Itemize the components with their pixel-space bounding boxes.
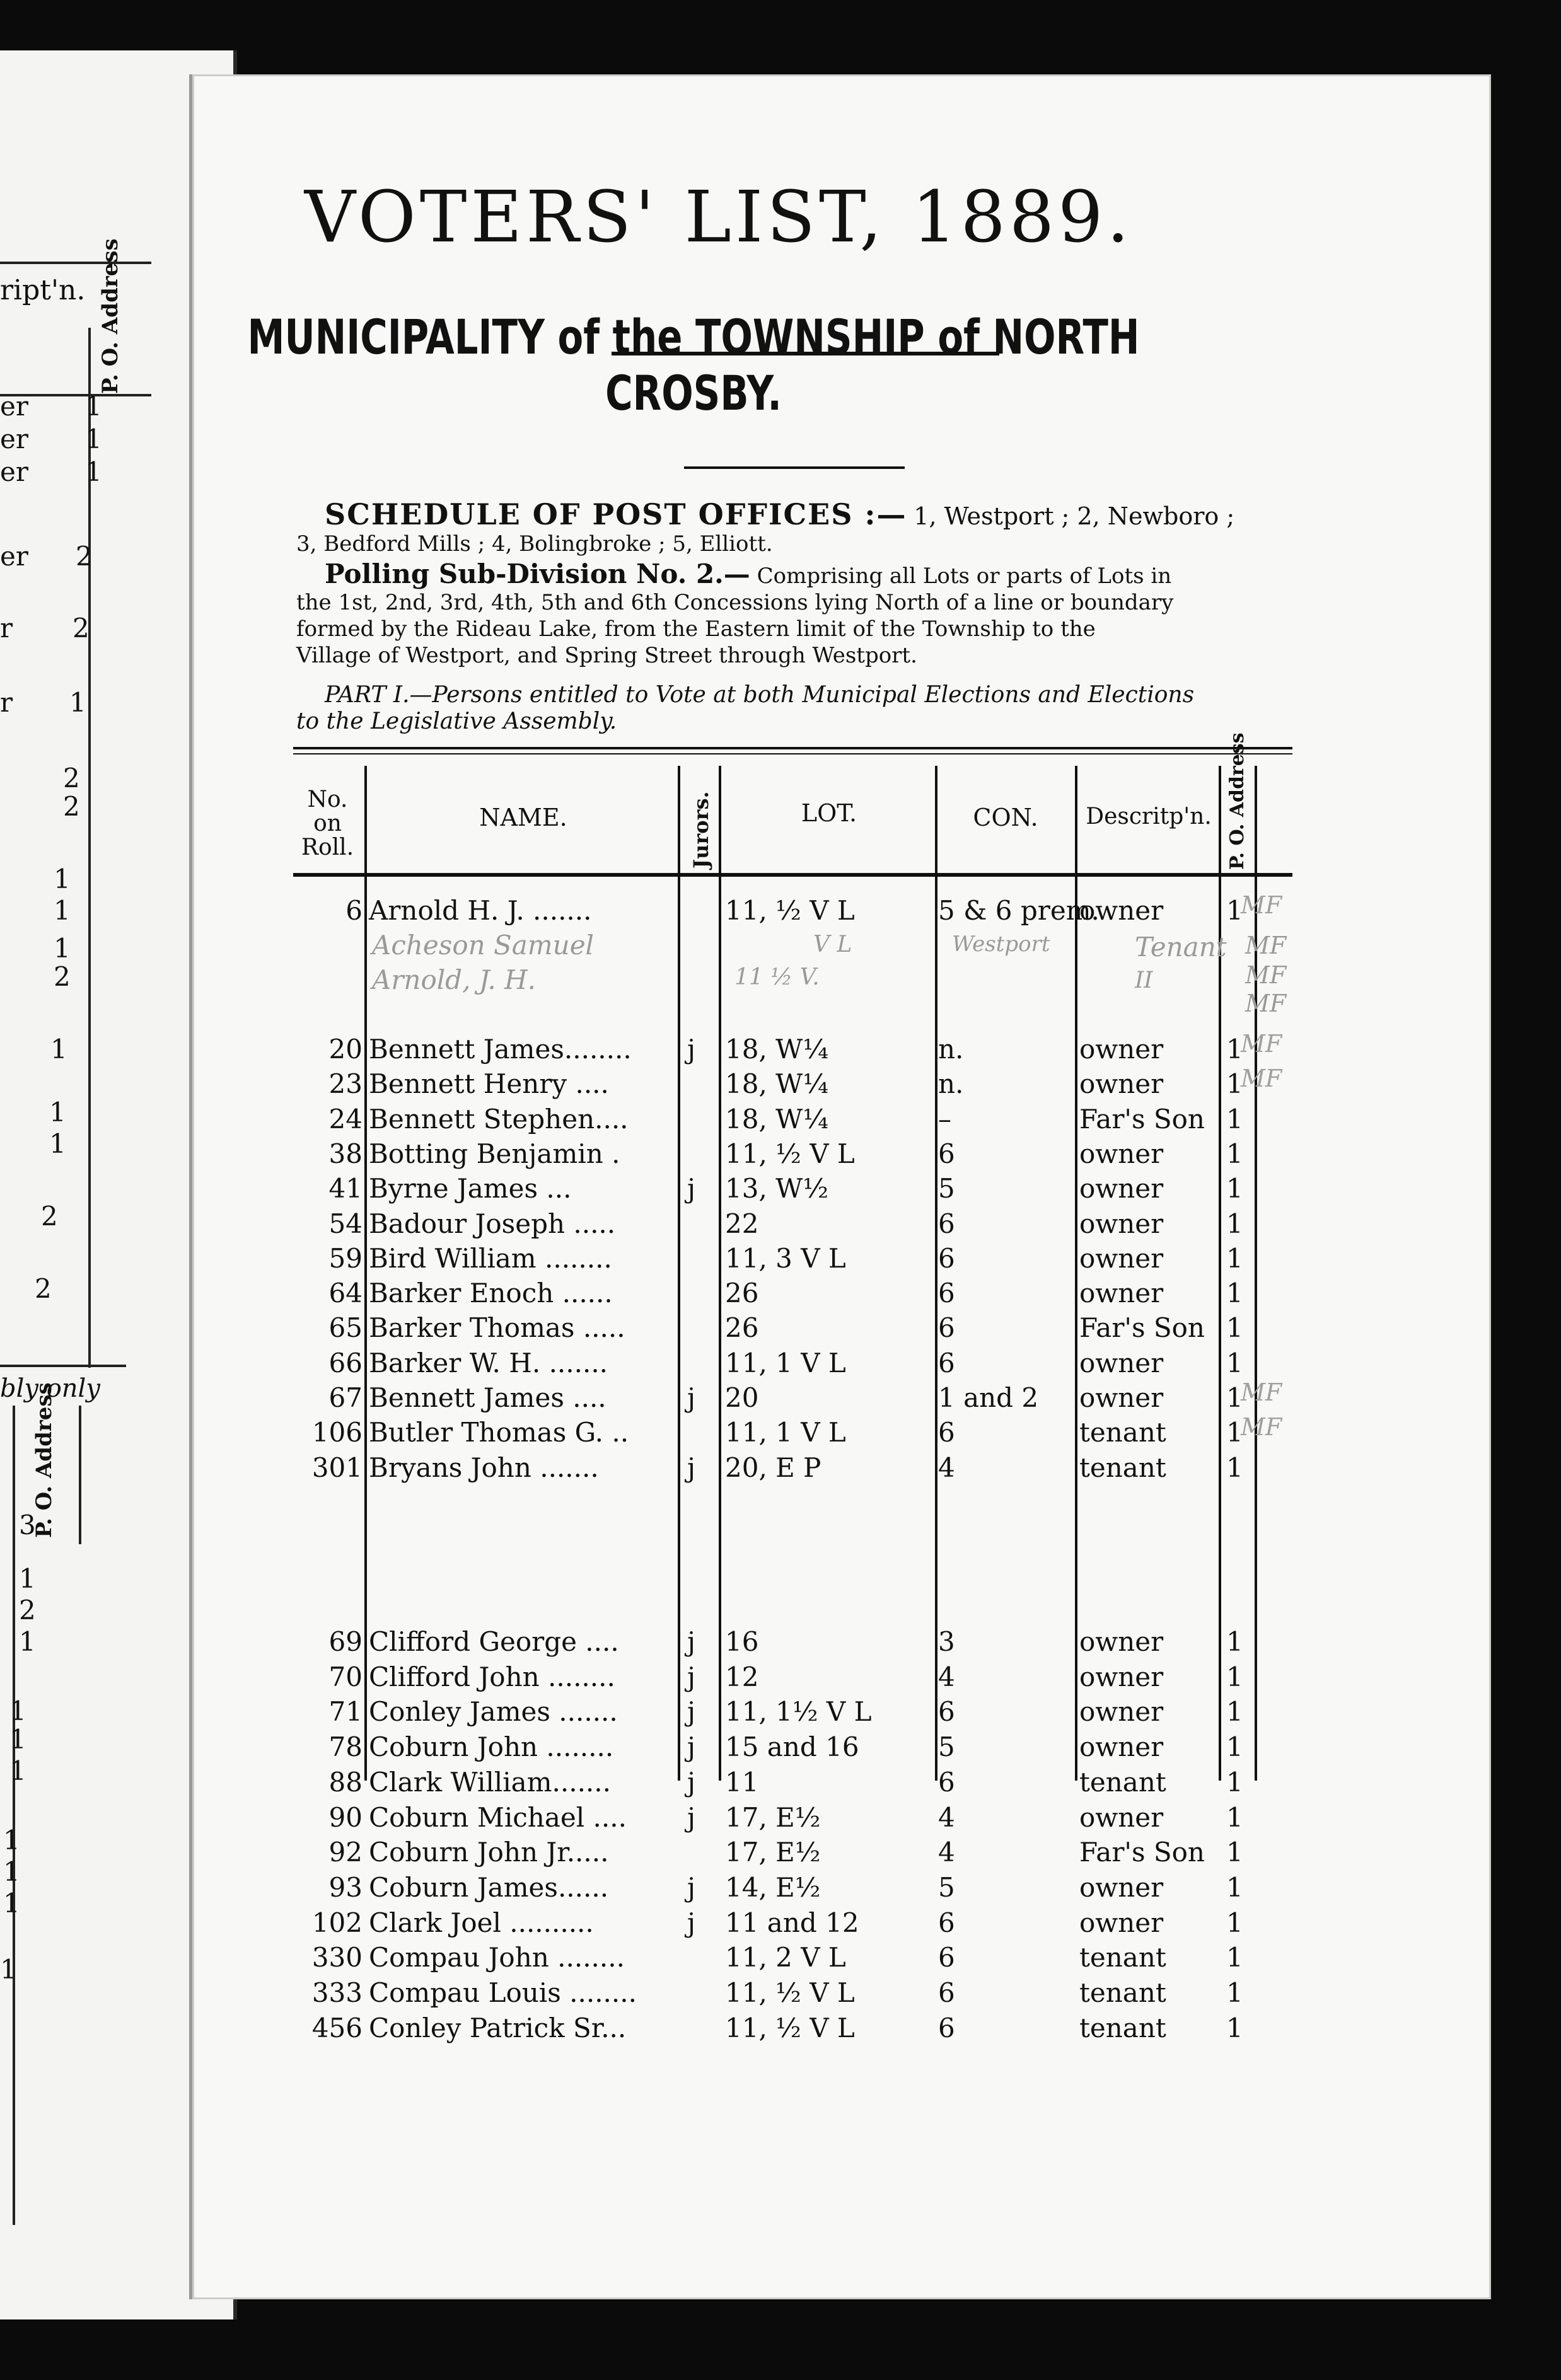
roll-number: 93 [328, 1871, 363, 1903]
roll-number: 78 [328, 1731, 363, 1763]
description-value: owner [1079, 1208, 1164, 1239]
handwritten-note: MF [1241, 891, 1282, 919]
concession-value: 6 [938, 1417, 955, 1448]
table-top-rule-2 [293, 753, 1292, 754]
voter-name: Byrne James ... [369, 1173, 572, 1204]
description-value: owner [1079, 1278, 1164, 1309]
description-value: Far's Son [1079, 1312, 1205, 1344]
voter-name: Badour Joseph ..... [369, 1208, 616, 1239]
municipality-heading: MUNICIPALITY of the TOWNSHIP of NORTH CROSBY. [247, 309, 1140, 421]
subdivision-line-3: formed by the Rideau Lake, from the Eastern limit of the Township to the [296, 616, 1096, 642]
handwritten-po-3: MF [1245, 990, 1287, 1017]
left-section-note: bly only [0, 1374, 100, 1403]
left-descrip-fragment: r [0, 613, 13, 644]
lot-value: 18, W¼ [725, 1103, 829, 1135]
description-value: tenant [1079, 1452, 1166, 1483]
description-value: owner [1079, 1731, 1164, 1763]
schedule-label: SCHEDULE OF POST OFFICES :— [325, 497, 907, 531]
subdivision-line-2: the 1st, 2nd, 3rd, 4th, 5th and 6th Concessions lying North of a line or boundary [296, 590, 1174, 615]
voter-name: Coburn James...... [369, 1871, 609, 1903]
handwritten-lot-2: 11 ½ V. [734, 964, 820, 990]
col-header-lot: LOT. [801, 799, 857, 827]
subdivision-label: Polling Sub-Division No. 2.— [325, 558, 750, 589]
juror-mark: j [687, 1907, 696, 1938]
po-address-value: 1 [1226, 1801, 1243, 1833]
description-value: owner [1079, 1242, 1164, 1274]
description-value: owner [1079, 1138, 1164, 1169]
left-po-fragment: 2 [35, 1273, 52, 1304]
description-value: owner [1079, 1871, 1164, 1903]
po-address-value: 1 [1226, 1942, 1243, 1973]
left-po-fragment: 1 [49, 1128, 66, 1159]
concession-value: 6 [938, 2012, 955, 2043]
roll-number: 65 [328, 1312, 363, 1344]
lot-value: 17, E½ [725, 1837, 821, 1868]
roll-number: 23 [328, 1068, 363, 1100]
description-value: tenant [1079, 1942, 1166, 1973]
left-po-fragment: 1 [49, 1097, 66, 1128]
concession-value: 4 [938, 1837, 955, 1868]
left-po-fragment: 1 [9, 1755, 26, 1786]
col-header-descrip: Descritp'n. [1086, 804, 1212, 829]
description-value: owner [1079, 1661, 1164, 1692]
voter-name: Clifford John ........ [369, 1661, 615, 1692]
schedule-line-1: 1, Westport ; 2, Newboro ; [914, 502, 1235, 530]
po-address-value: 1 [1226, 1068, 1243, 1100]
left-po-fragment: 2 [54, 961, 71, 992]
lot-value: 11, 1½ V L [725, 1696, 872, 1728]
concession-value: n. [938, 1034, 964, 1065]
concession-value: 4 [938, 1661, 955, 1692]
left-po-fragment: 2 [73, 613, 90, 644]
concession-value: n. [938, 1068, 964, 1100]
po-address-value: 1 [1226, 1837, 1243, 1868]
left-po-fragment: 1 [19, 1563, 36, 1594]
lot-value: 11 [725, 1766, 759, 1798]
voter-name: Bryans John ....... [369, 1452, 599, 1483]
concession-value: 6 [938, 1347, 955, 1378]
handwritten-note: MF [1241, 1030, 1282, 1058]
left-po-fragment: 2 [63, 763, 80, 794]
lot-value: 20, E P [725, 1452, 821, 1483]
lot-value: 11, 2 V L [725, 1942, 846, 1973]
part-block [296, 682, 1305, 735]
juror-mark: j [687, 1696, 696, 1728]
col-rule-descrip [1219, 766, 1221, 1781]
concession-value: 6 [938, 1907, 955, 1938]
po-address-value: 1 [1226, 1034, 1243, 1065]
description-value: owner [1079, 1382, 1164, 1413]
left-po-fragment: 1 [54, 933, 71, 964]
table-header-rule [293, 873, 1292, 877]
lot-value: 16 [725, 1626, 759, 1657]
roll-number: 64 [328, 1278, 363, 1309]
concession-value: 1 and 2 [938, 1382, 1039, 1413]
lot-value: 11, ½ V L [725, 895, 855, 926]
description-value: owner [1079, 1696, 1164, 1728]
po-address-value: 1 [1226, 1312, 1243, 1344]
po-address-value: 1 [1226, 895, 1243, 926]
voter-name: Clark Joel .......... [369, 1907, 594, 1938]
handwritten-name-2: Arnold, J. H. [372, 964, 537, 995]
roll-number: 69 [328, 1626, 363, 1657]
juror-mark: j [687, 1801, 696, 1833]
subdivision-block [296, 558, 1305, 669]
description-value: owner [1079, 1801, 1164, 1833]
lot-value: 11, 1 V L [725, 1347, 846, 1378]
concession-value: 6 [938, 1766, 955, 1798]
description-value: owner [1079, 1626, 1164, 1657]
lot-value: 12 [725, 1661, 759, 1692]
roll-number: 66 [328, 1347, 363, 1378]
roll-number: 301 [311, 1452, 363, 1483]
po-address-value: 1 [1226, 1907, 1243, 1938]
po-address-value: 1 [1226, 1871, 1243, 1903]
lot-value: 26 [725, 1278, 759, 1309]
lot-value: 13, W½ [725, 1173, 829, 1204]
left-po-header-2: P. O. Address [32, 1382, 57, 1538]
concession-value: 5 [938, 1173, 955, 1204]
po-address-value: 1 [1226, 1661, 1243, 1692]
roll-number: 92 [328, 1837, 363, 1868]
roll-number: 54 [328, 1208, 363, 1239]
left-po-fragment: 1 [69, 687, 86, 718]
concession-value: 4 [938, 1801, 955, 1833]
handwritten-po-2: MF [1245, 961, 1287, 989]
lot-value: 14, E½ [725, 1871, 821, 1903]
description-value: owner [1079, 1034, 1164, 1065]
handwritten-lot-1: V L [813, 932, 852, 957]
roll-number: 38 [328, 1138, 363, 1169]
handwritten-con-1: Westport [952, 932, 1050, 957]
left-po-fragment: 3 [19, 1510, 36, 1540]
left-col-rule-3 [79, 1406, 81, 1544]
roll-number: 333 [311, 1977, 363, 2008]
col-header-po: P. O. Address [1226, 732, 1248, 870]
concession-value: – [938, 1103, 951, 1135]
voter-name: Botting Benjamin . [369, 1138, 620, 1169]
juror-mark: j [687, 1034, 696, 1065]
po-address-value: 1 [1226, 1242, 1243, 1274]
voter-name: Butler Thomas G. .. [369, 1417, 629, 1448]
description-value: tenant [1079, 1766, 1166, 1798]
lot-value: 11, ½ V L [725, 1977, 855, 2008]
description-value: tenant [1079, 1417, 1166, 1448]
voter-name: Barker Thomas ..... [369, 1312, 625, 1344]
handwritten-descrip-2: II [1135, 968, 1153, 993]
roll-number: 456 [311, 2012, 363, 2043]
description-value: owner [1079, 1347, 1164, 1378]
subdivision-line-1: Comprising all Lots or parts of Lots in [757, 563, 1172, 589]
left-po-fragment: 1 [3, 1856, 20, 1887]
part-line-2: to the Legislative Assembly. [296, 708, 617, 734]
concession-value: 3 [938, 1626, 955, 1657]
left-descrip-fragment: r [0, 687, 13, 718]
left-po-fragment: 1 [3, 1825, 20, 1856]
left-po-fragment: 1 [54, 895, 71, 926]
col-header-roll: No. on Roll. [301, 787, 354, 860]
lot-value: 22 [725, 1208, 759, 1239]
roll-number: 24 [328, 1103, 363, 1135]
left-po-fragment: 1 [54, 864, 71, 894]
lot-value: 11, ½ V L [725, 1138, 855, 1169]
po-address-value: 1 [1226, 1278, 1243, 1309]
left-po-fragment: 1 [85, 391, 102, 422]
juror-mark: j [687, 1661, 696, 1692]
left-rule-top [0, 262, 151, 264]
left-po-fragment: 1 [19, 1626, 36, 1657]
description-value: tenant [1079, 1977, 1166, 2008]
roll-number: 90 [328, 1801, 363, 1833]
voter-name: Coburn John Jr..... [369, 1837, 609, 1868]
concession-value: 6 [938, 1242, 955, 1274]
description-value: owner [1079, 1173, 1164, 1204]
lot-value: 15 and 16 [725, 1731, 859, 1763]
po-address-value: 1 [1226, 1417, 1243, 1448]
left-po-fragment: 2 [63, 791, 80, 822]
left-po-fragment: 2 [19, 1595, 36, 1626]
left-rule-note [0, 1365, 126, 1367]
voter-name: Barker W. H. ....... [369, 1347, 608, 1378]
concession-value: 4 [938, 1452, 955, 1483]
lot-value: 18, W¼ [725, 1034, 829, 1065]
col-rule-jurors [719, 766, 721, 1781]
lot-value: 26 [725, 1312, 759, 1344]
roll-number: 106 [311, 1417, 363, 1448]
voter-name: Clifford George .... [369, 1626, 619, 1657]
description-value: owner [1079, 1068, 1164, 1100]
po-address-value: 1 [1226, 1103, 1243, 1135]
juror-mark: j [687, 1382, 696, 1413]
roll-number: 330 [311, 1942, 363, 1973]
left-po-fragment: 1 [9, 1695, 26, 1726]
left-po-fragment: 1 [85, 424, 102, 454]
juror-mark: j [687, 1452, 696, 1483]
juror-mark: j [687, 1173, 696, 1204]
po-address-value: 1 [1226, 1696, 1243, 1728]
voter-name: Bird William ........ [369, 1242, 612, 1274]
po-address-value: 1 [1226, 1138, 1243, 1169]
voter-name: Bennett James .... [369, 1382, 606, 1413]
voter-name: Coburn John ........ [369, 1731, 614, 1763]
roll-number: 71 [328, 1696, 363, 1728]
roll-number: 67 [328, 1382, 363, 1413]
description-value: Far's Son [1079, 1103, 1205, 1135]
po-address-value: 1 [1226, 1173, 1243, 1204]
roll-number: 6 [345, 895, 363, 926]
left-po-fragment: 1 [0, 1954, 17, 1985]
po-address-value: 1 [1226, 1731, 1243, 1763]
handwritten-note: MF [1241, 1065, 1282, 1093]
handwritten-note: MF [1241, 1413, 1282, 1441]
description-value: Far's Son [1079, 1837, 1205, 1868]
lot-value: 11 and 12 [725, 1907, 859, 1938]
po-address-value: 1 [1226, 1626, 1243, 1657]
lot-value: 17, E½ [725, 1801, 821, 1833]
part-line-1: PART I.—Persons entitled to Vote at both Municipal Elections and Elections [325, 682, 1195, 708]
voter-name: Coburn Michael .... [369, 1801, 627, 1833]
juror-mark: j [687, 1871, 696, 1903]
po-address-value: 1 [1226, 1382, 1243, 1413]
roll-number: 102 [311, 1907, 363, 1938]
left-descrip-fragment: er [0, 391, 28, 422]
po-address-value: 1 [1226, 1347, 1243, 1378]
concession-value: 6 [938, 1942, 955, 1973]
voter-name: Compau John ........ [369, 1942, 625, 1973]
col-header-jurors: Jurors. [689, 791, 713, 869]
voter-name: Clark William....... [369, 1766, 611, 1798]
voter-name: Conley James ....... [369, 1696, 618, 1728]
po-address-value: 1 [1226, 1208, 1243, 1239]
juror-mark: j [687, 1626, 696, 1657]
left-po-fragment: 1 [85, 456, 102, 487]
left-descrip-header: ript'n. [0, 274, 86, 306]
concession-value: 5 [938, 1731, 955, 1763]
lot-value: 20 [725, 1382, 759, 1413]
left-po-header: P. O. Address [98, 238, 123, 394]
col-rule-roll [364, 766, 367, 1781]
juror-mark: j [687, 1731, 696, 1763]
page-title: VOTERS' LIST, 1889. [304, 176, 1134, 258]
roll-number: 41 [328, 1173, 363, 1204]
handwritten-name-1: Acheson Samuel [372, 930, 594, 961]
concession-value: 6 [938, 1208, 955, 1239]
roll-number: 59 [328, 1242, 363, 1274]
concession-value: 6 [938, 1138, 955, 1169]
lot-value: 11, 3 V L [725, 1242, 846, 1274]
voter-name: Bennett James........ [369, 1034, 632, 1065]
left-po-fragment: 1 [3, 1888, 20, 1919]
left-descrip-fragment: er [0, 424, 28, 454]
voter-name: Arnold H. J. ....... [369, 895, 592, 926]
voter-name: Conley Patrick Sr... [369, 2012, 627, 2043]
description-value: owner [1079, 895, 1164, 926]
concession-value: 6 [938, 1278, 955, 1309]
handwritten-po-1: MF [1245, 932, 1287, 959]
roll-number: 70 [328, 1661, 363, 1692]
po-address-value: 1 [1226, 1452, 1243, 1483]
handwritten-descrip-1: Tenant [1135, 932, 1227, 962]
concession-value: 6 [938, 1312, 955, 1344]
po-address-value: 1 [1226, 2012, 1243, 2043]
schedule-line-2: 3, Bedford Mills ; 4, Bolingbroke ; 5, Elliott. [296, 531, 773, 557]
lot-value: 11, ½ V L [725, 2012, 855, 2043]
concession-value: 6 [938, 1977, 955, 2008]
table-top-rule [293, 747, 1292, 749]
voter-name: Bennett Stephen.... [369, 1103, 629, 1135]
lot-value: 18, W¼ [725, 1068, 829, 1100]
concession-value: 5 [938, 1871, 955, 1903]
description-value: owner [1079, 1907, 1164, 1938]
municipality-ornament [684, 466, 905, 469]
left-po-fragment: 2 [76, 541, 93, 572]
voter-name: Barker Enoch ...... [369, 1278, 613, 1309]
po-address-value: 1 [1226, 1766, 1243, 1798]
voter-name: Compau Louis ........ [369, 1977, 637, 2008]
col-rule-name [678, 766, 680, 1781]
concession-value: 6 [938, 1696, 955, 1728]
left-descrip-fragment: er [0, 541, 28, 572]
left-descrip-fragment: er [0, 456, 28, 487]
left-po-fragment: 1 [9, 1724, 26, 1755]
description-value: tenant [1079, 2012, 1166, 2043]
lot-value: 11, 1 V L [725, 1417, 846, 1448]
left-po-fragment: 1 [50, 1034, 67, 1065]
juror-mark: j [687, 1766, 696, 1798]
concession-value: 5 & 6 prem. [938, 895, 1100, 926]
handwritten-note: MF [1241, 1378, 1282, 1406]
roll-number: 20 [328, 1034, 363, 1065]
col-rule-lot [935, 766, 937, 1781]
roll-number: 88 [328, 1766, 363, 1798]
voter-name: Bennett Henry .... [369, 1068, 609, 1100]
schedule-block [296, 497, 1305, 557]
left-po-fragment: 2 [41, 1201, 58, 1232]
left-col-rule-2 [13, 1406, 15, 2225]
col-header-name: NAME. [479, 804, 567, 831]
subdivision-line-4: Village of Westport, and Spring Street through Westport. [296, 643, 917, 668]
po-address-value: 1 [1226, 1977, 1243, 2008]
col-header-con: CON. [973, 804, 1038, 831]
